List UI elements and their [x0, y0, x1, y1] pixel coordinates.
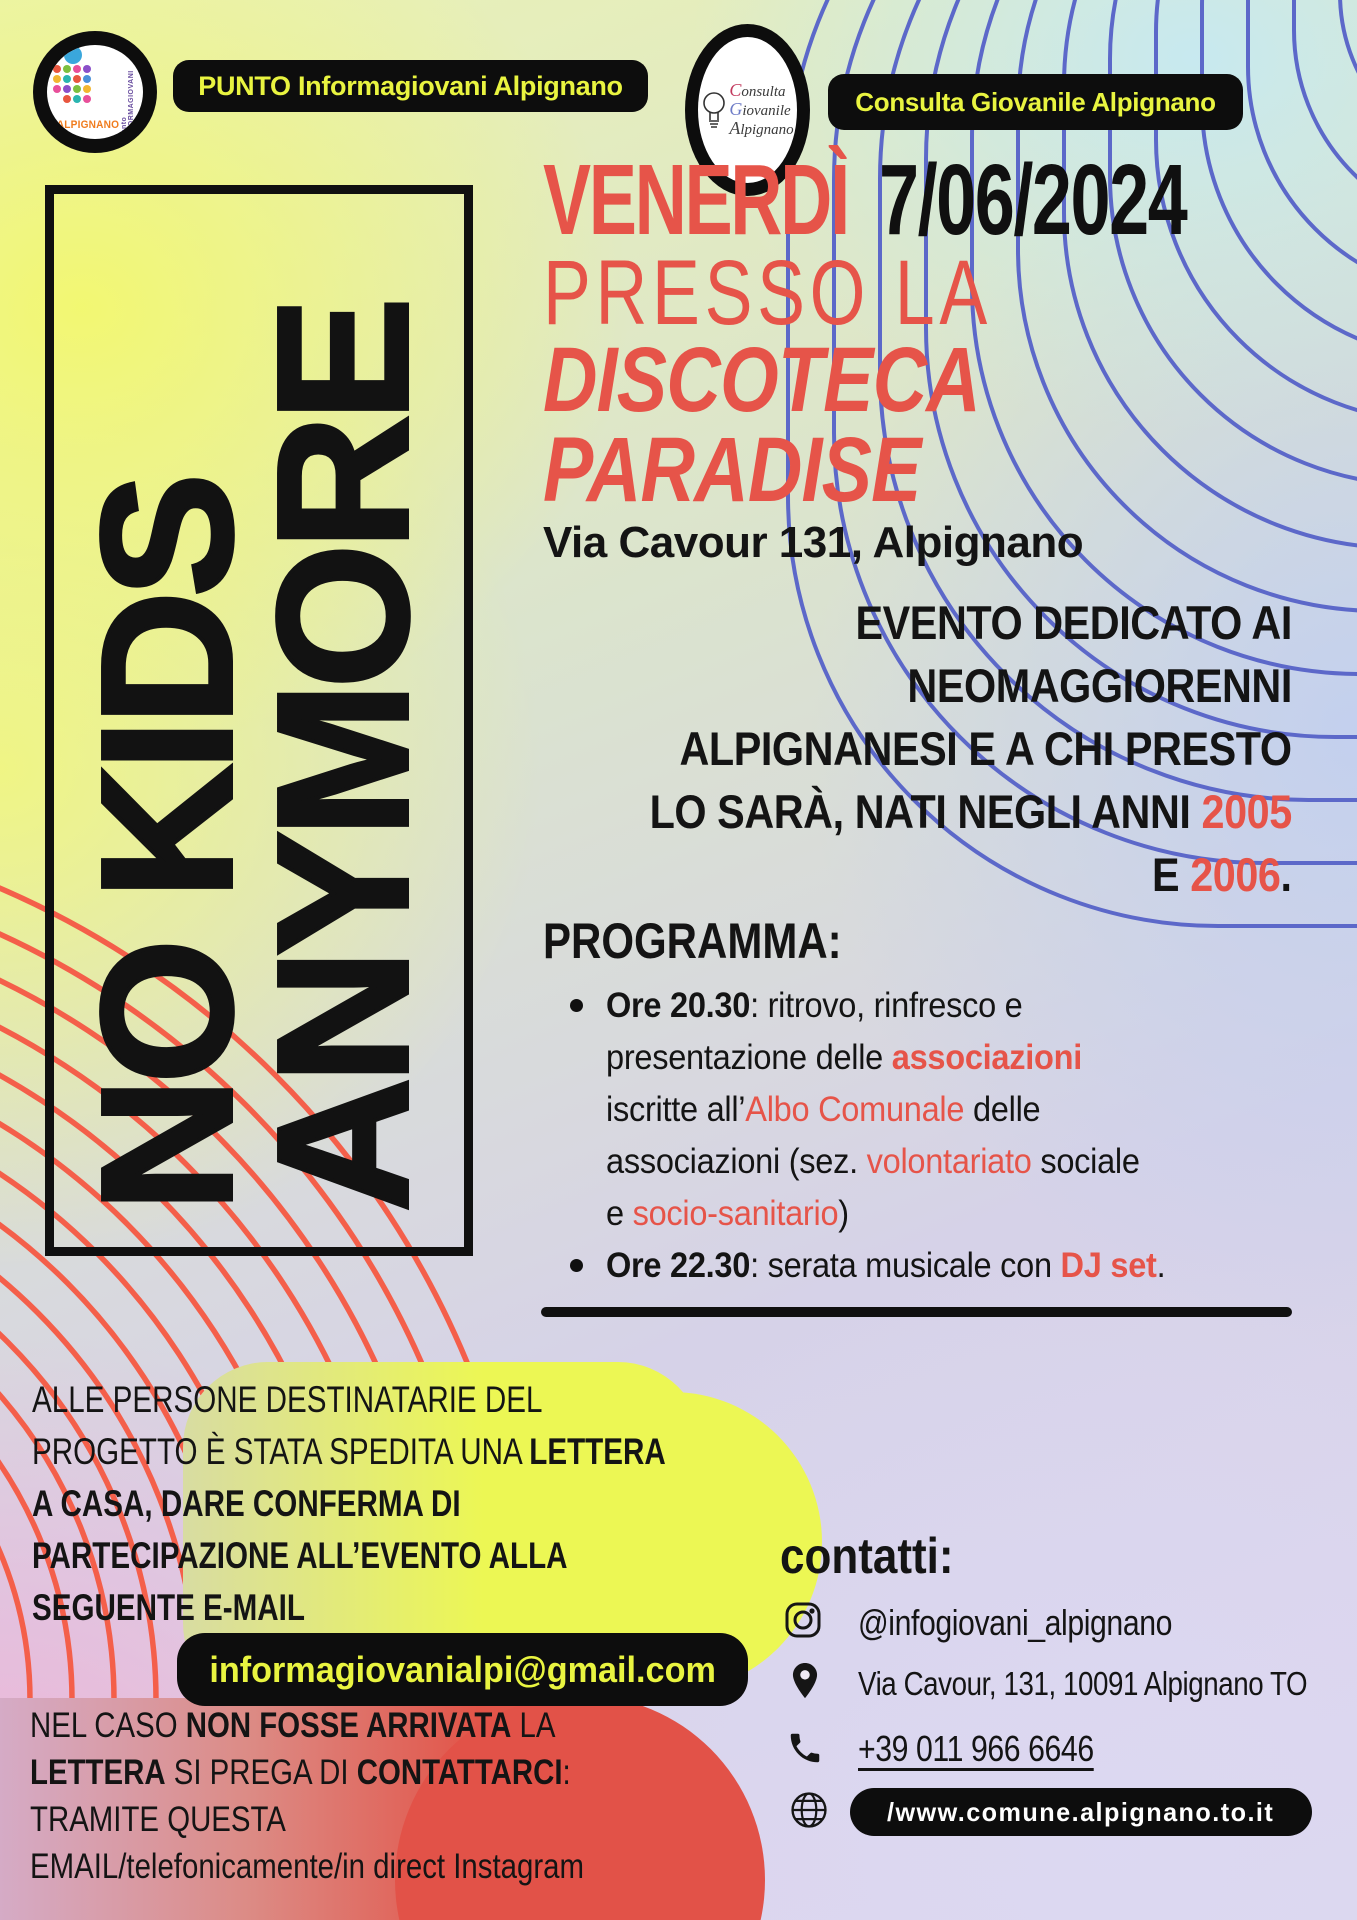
badge-punto-informagiovani: PUNTO Informagiovani Alpignano — [173, 60, 648, 112]
initial-c: C — [729, 79, 742, 100]
initial-g: G — [729, 98, 743, 119]
instagram-icon — [782, 1599, 824, 1641]
logo-bottom-text: ALPIGNANO — [56, 119, 120, 131]
contact-address: Via Cavour, 131, 10091 Alpignano TO — [858, 1665, 1308, 1702]
website-pill[interactable] — [850, 1788, 1312, 1836]
website-url: /www.comune.alpignano.to.it — [887, 1796, 1275, 1827]
weekday-label: VENERDÌ — [543, 144, 848, 256]
logo-side-text: Punto INFORMAGIOVANI — [121, 70, 135, 139]
badge-consulta-giovanile: Consulta Giovanile Alpignano — [828, 74, 1243, 130]
program-heading: PROGRAMMA: — [543, 913, 842, 969]
informagiovani-logo — [33, 31, 157, 153]
divider-rule — [541, 1307, 1292, 1317]
program-list: Ore 20.30: ritrovo, rinfresco e presentazione delle associazioni iscritte all’Albo Comunale delle associazioni (sez. volontariato sociale e socio-sanitario) Ore 22.30: serata musicale con DJ set. — [606, 986, 1166, 1285]
location-pin-icon — [784, 1660, 826, 1702]
venue-name-line2: PARADISE — [543, 419, 921, 521]
poster-title: NO KIDS ANYMORE — [64, 303, 447, 1212]
letter-note: ALLE PERSONE DESTINATARIE DEL PROGETTO È STATA SPEDITA UNA LETTERA A CASA, DARE CONFERMA DI PARTECIPAZIONE ALL’EVENTO ALLA SEGUENTE E-MAIL — [32, 1379, 666, 1628]
logo-script-text: Consulta Giovanile Alpignano — [729, 79, 794, 138]
email-address: informagiovanialpi@gmail.com — [209, 1648, 716, 1690]
bullet-dot — [570, 1259, 583, 1272]
phone-icon — [784, 1727, 826, 1769]
info-dots-icon — [47, 45, 111, 111]
initial-a: A — [729, 117, 741, 138]
instagram-handle[interactable]: @infogiovani_alpignano — [858, 1602, 1173, 1643]
venue-name-line1: DISCOTECA — [543, 329, 980, 431]
missing-letter-note: NEL CASO NON FOSSE ARRIVATA LA LETTERA SI PREGA DI CONTATTARCI: TRAMITE QUESTA EMAIL/telefonicamente/in direct Instagram — [30, 1706, 584, 1886]
contacts-heading: contatti: — [780, 1528, 954, 1584]
lightbulb-icon — [701, 90, 727, 130]
venue-address: Via Cavour 131, Alpignano — [543, 518, 1084, 567]
intro-line: PRESSO LA — [543, 242, 992, 344]
globe-icon — [788, 1789, 830, 1831]
email-pill[interactable] — [177, 1633, 748, 1706]
bullet-dot — [570, 999, 583, 1012]
contact-phone[interactable]: +39 011 966 6646 — [858, 1728, 1094, 1769]
event-date: 7/06/2024 — [878, 144, 1186, 256]
date-headline — [543, 144, 1305, 256]
audience-description: EVENTO DEDICATO AI NEOMAGGIORENNI ALPIGNANESI E A CHI PRESTO LO SARÀ, NATI NEGLI ANNI 2005 E 2006. — [649, 596, 1292, 901]
